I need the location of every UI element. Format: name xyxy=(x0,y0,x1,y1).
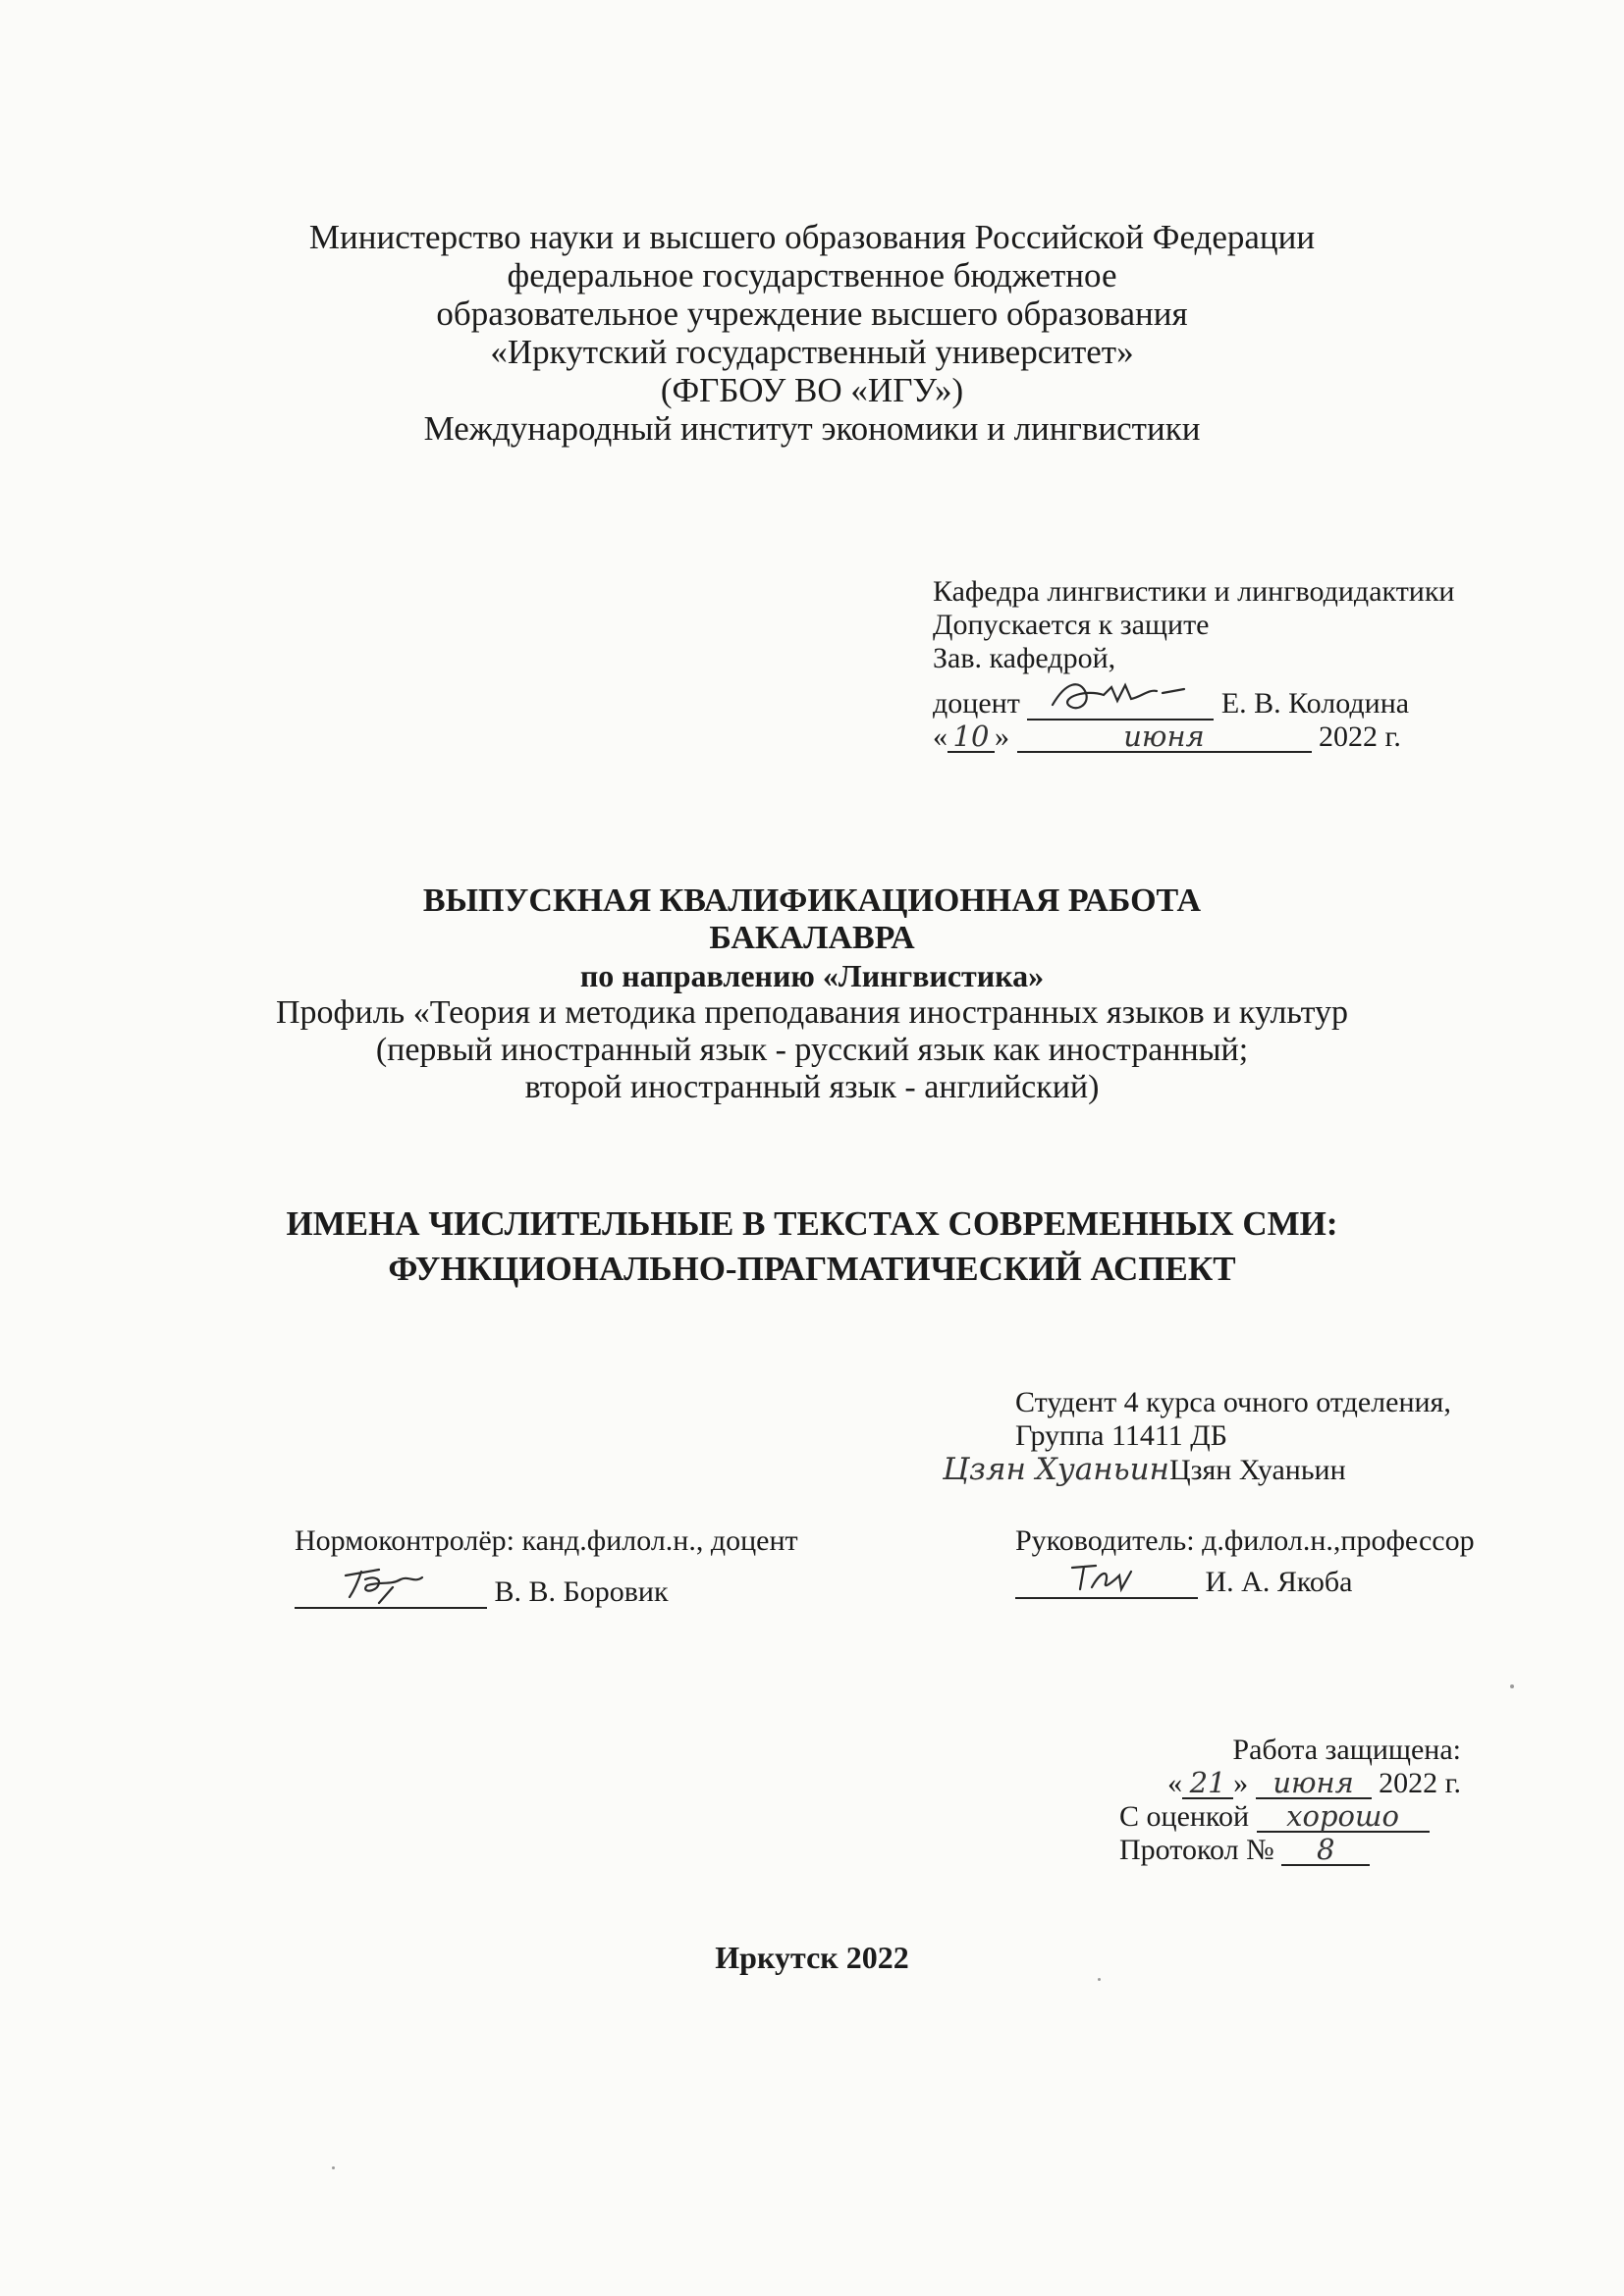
student-group: Группа 11411 ДБ xyxy=(1015,1419,1227,1452)
defense-date-line xyxy=(1119,1767,1461,1800)
head-signature-line xyxy=(933,675,1455,721)
supervisor-name: И. А. Якоба xyxy=(1205,1566,1353,1598)
institute-name: Международный институт экономики и лингвистики xyxy=(423,409,1201,448)
grade-value: хорошо xyxy=(1257,1801,1430,1833)
scan-speck xyxy=(1510,1684,1514,1688)
supervisor-signature-line xyxy=(1015,1558,1475,1599)
close-quote: » xyxy=(995,721,1009,753)
grade-label: С оценкой xyxy=(1119,1800,1250,1833)
second-language-line: второй иностранный язык - английский) xyxy=(524,1069,1100,1105)
supervisor-title: Руководитель: д.филол.н.,профессор xyxy=(1015,1524,1475,1557)
student-course: Студент 4 курса очного отделения, xyxy=(1015,1386,1451,1418)
open-quote: « xyxy=(933,721,947,753)
protocol-label: Протокол № xyxy=(1119,1834,1274,1866)
profile-line: Профиль «Теория и методика преподавания иностранных языков и культур xyxy=(275,994,1349,1031)
topic-line-2: ФУНКЦИОНАЛЬНО-ПРАГМАТИЧЕСКИЙ АСПЕКТ xyxy=(388,1250,1236,1288)
norm-control-signature-field xyxy=(295,1558,487,1609)
direction-title: по направлению «Лингвистика» xyxy=(579,958,1045,993)
protocol-number: 8 xyxy=(1281,1835,1370,1866)
institution-type-line: федеральное государственное бюджетное xyxy=(507,256,1117,294)
admission-label: Допускается к защите xyxy=(933,609,1210,641)
head-signature xyxy=(1047,675,1194,719)
first-language-line: (первый иностранный язык - русский язык как иностранный; xyxy=(375,1032,1249,1068)
degree-title: БАКАЛАВРА xyxy=(709,920,915,956)
norm-control-title: Нормоконтролёр: канд.филол.н., доцент xyxy=(295,1524,798,1557)
student-signature-line xyxy=(943,1452,1451,1487)
norm-control-block xyxy=(295,1524,798,1609)
grade-line xyxy=(1119,1800,1461,1834)
head-name: Е. В. Колодина xyxy=(1220,687,1410,720)
city-year: Иркутск 2022 xyxy=(715,1940,909,1975)
norm-control-signature-line xyxy=(295,1558,798,1609)
admission-day: 10 xyxy=(947,721,995,753)
defense-day: 21 xyxy=(1182,1768,1233,1799)
protocol-line xyxy=(1119,1834,1461,1867)
student-name: Цзян Хуаньин xyxy=(1168,1454,1346,1486)
topic-line-1: ИМЕНА ЧИСЛИТЕЛЬНЫЕ В ТЕКСТАХ СОВРЕМЕННЫХ СМИ: xyxy=(286,1204,1338,1243)
supervisor-signature xyxy=(1062,1558,1151,1597)
university-abbreviation: (ФГБОУ ВО «ИГУ») xyxy=(660,371,964,409)
scan-speck xyxy=(332,2166,335,2169)
student-signature: Цзян Хуаньин xyxy=(943,1452,1169,1487)
norm-control-name: В. В. Боровик xyxy=(494,1575,669,1608)
thesis-topic xyxy=(0,1201,1624,1292)
admission-year: 2022 г. xyxy=(1319,721,1401,753)
defense-label: Работа защищена: xyxy=(1232,1734,1461,1766)
defense-result-block xyxy=(1119,1734,1461,1867)
admission-date-line xyxy=(933,721,1455,754)
university-name: «Иркутский государственный университет» xyxy=(490,333,1134,371)
institution-type-line-2: образовательное учреждение высшего образования xyxy=(436,294,1188,333)
institution-header xyxy=(0,218,1624,448)
admission-month: июня xyxy=(1017,721,1312,753)
head-of-department-label: Зав. кафедрой, xyxy=(933,642,1116,674)
defense-month: июня xyxy=(1256,1768,1372,1799)
ministry-line: Министерство науки и высшего образования Российской Федерации xyxy=(308,218,1316,256)
position-label: доцент xyxy=(933,687,1020,720)
defense-year: 2022 г. xyxy=(1379,1767,1461,1799)
defense-close-quote: » xyxy=(1233,1767,1249,1799)
supervisor-block xyxy=(1015,1524,1475,1599)
head-signature-field xyxy=(1027,675,1214,721)
work-title: ВЫПУСКНАЯ КВАЛИФИКАЦИОННАЯ РАБОТА xyxy=(422,882,1202,919)
defense-open-quote: « xyxy=(1167,1767,1183,1799)
work-type-block xyxy=(0,882,1624,1106)
supervisor-signature-field xyxy=(1015,1558,1198,1599)
norm-control-signature xyxy=(332,1558,450,1607)
department-admission-block xyxy=(933,575,1455,754)
student-block xyxy=(943,1386,1451,1487)
department-name: Кафедра лингвистики и лингводидактики xyxy=(933,575,1455,608)
scan-speck xyxy=(1098,1978,1101,1981)
